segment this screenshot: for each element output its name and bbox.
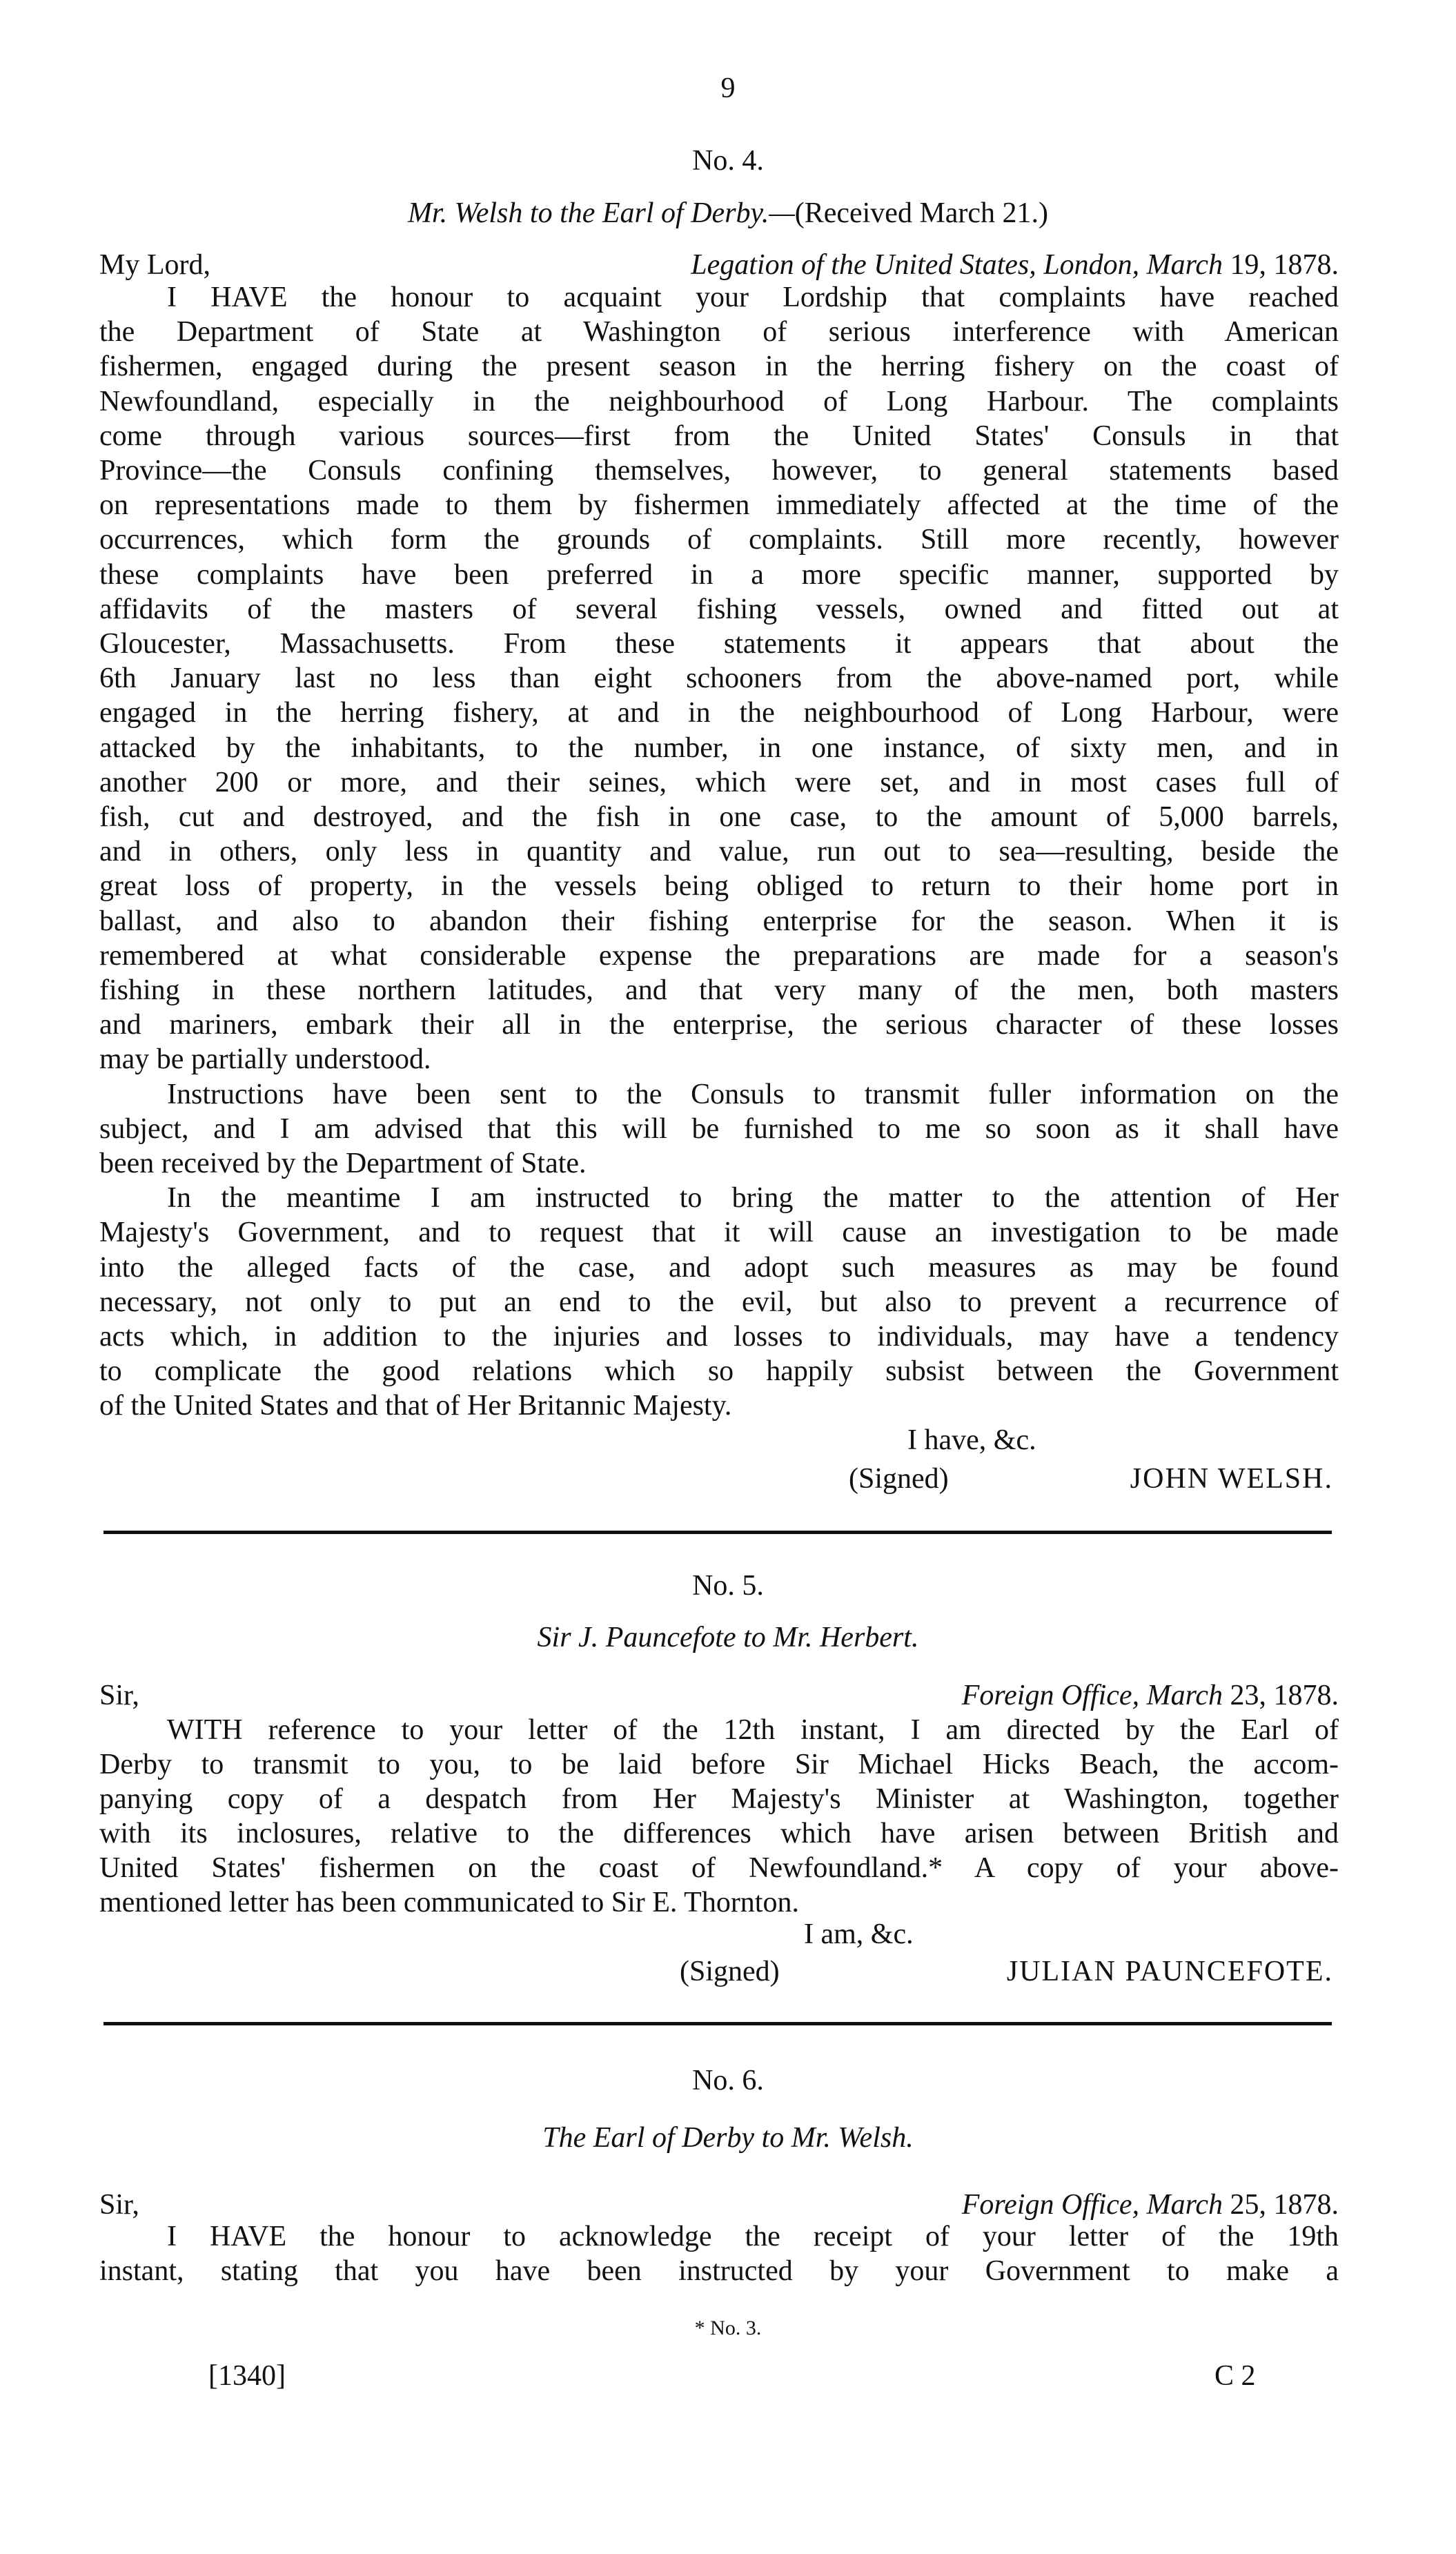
body-line: Instructions have been sent to the Consuls to transmit fuller information on the (167, 1078, 1339, 1110)
footnote: * No. 3. (694, 2317, 762, 2339)
doc4-salutation: My Lord, (99, 249, 210, 281)
doc4-signed: (Signed) (849, 1463, 949, 1495)
body-line: engaged in the herring fishery, at and in the neighbourhood of Long Harbour, were (99, 697, 1339, 729)
doc4-dateline-date: 19, 1878. (1223, 249, 1339, 281)
body-line: to complicate the good relations which so happily subsist between the Government (99, 1355, 1339, 1388)
body-line: mentioned letter has been communicated to Sir E. Thornton. (99, 1887, 799, 1918)
body-line: Majesty's Government, and to request that it will cause an investigation to be made (99, 1217, 1339, 1249)
doc5-heading: No. 5. (692, 1570, 764, 1602)
body-line: with its inclosures, relative to the differences which have arisen between British and (99, 1818, 1339, 1849)
body-line: into the alleged facts of the case, and adopt such measures as may be found (99, 1251, 1339, 1284)
body-line: In the meantime I am instructed to bring the matter to the attention of Her (167, 1182, 1339, 1215)
body-line: Newfoundland, especially in the neighbourhood of Long Harbour. The complaints (99, 385, 1339, 418)
body-line: on representations made to them by fishermen immediately affected at the time of the (99, 489, 1339, 522)
body-line: come through various sources—first from the United States' Consuls in that (99, 420, 1339, 452)
doc5-dateline-date: 23, 1878. (1223, 1680, 1339, 1711)
body-line: Derby to transmit to you, to be laid before Sir Michael Hicks Beach, the accom- (99, 1749, 1339, 1780)
doc5-dateline (962, 1678, 1339, 1713)
body-line: United States' fishermen on the coast of Newfoundland.* A copy of your above- (99, 1852, 1339, 1884)
divider-rule (104, 1531, 1332, 1534)
body-line: been received by the Department of State. (99, 1148, 587, 1179)
body-line: another 200 or more, and their seines, which were set, and in most cases full of (99, 766, 1339, 798)
doc4-dateline-place: Legation of the United States, London, March (691, 249, 1223, 281)
body-line: panying copy of a despatch from Her Majesty's Minister at Washington, together (99, 1783, 1339, 1815)
body-line: I HAVE the honour to acknowledge the receipt of your letter of the 19th (167, 2221, 1339, 2252)
body-line: instant, stating that you have been instructed by your Government to make a (99, 2255, 1339, 2287)
body-line: and in others, only less in quantity and value, run out to sea—resulting, beside the (99, 836, 1339, 868)
doc4-heading: No. 4. (692, 145, 764, 177)
body-line: Province—the Consuls confining themselves, however, to general statements based (99, 455, 1339, 487)
body-line: of the United States and that of Her Britannic Majesty. (99, 1390, 732, 1422)
body-line: ballast, and also to abandon their fishing enterprise for the season. When it is (99, 905, 1339, 937)
doc4-subheading-received: (Received March 21.) (794, 197, 1049, 229)
body-line: these complaints have been preferred in a more specific manner, supported by (99, 558, 1339, 591)
body-line: subject, and I am advised that this will be furnished to me so soon as it shall have (99, 1112, 1339, 1145)
body-line: may be partially understood. (99, 1043, 431, 1076)
doc6-dateline-date: 25, 1878. (1223, 2189, 1339, 2221)
doc6-dateline (962, 2188, 1339, 2222)
body-line: affidavits of the masters of several fishing vessels, owned and fitted out at (99, 593, 1339, 625)
doc5-salutation: Sir, (99, 1680, 139, 1711)
body-line: fishermen, engaged during the present season in the herring fishery on the coast of (99, 351, 1339, 383)
body-line: fish, cut and destroyed, and the fish in one case, to the amount of 5,000 barrels, (99, 801, 1339, 833)
doc5-closing: I am, &c. (804, 1918, 914, 1950)
body-line: remembered at what considerable expense the preparations are made for a season's (99, 939, 1339, 972)
doc6-heading: No. 6. (692, 2065, 764, 2096)
doc5-signed: (Signed) (680, 1956, 780, 1987)
doc6-salutation: Sir, (99, 2189, 139, 2221)
body-line: acts which, in addition to the injuries and losses to individuals, may have a tendency (99, 1321, 1339, 1353)
doc4-dateline (691, 248, 1339, 282)
body-line: occurrences, which form the grounds of complaints. Still more recently, however (99, 524, 1339, 556)
body-line: fishing in these northern latitudes, and that very many of the men, both masters (99, 974, 1339, 1006)
doc4-subheading-title: Mr. Welsh to the Earl of Derby.— (407, 197, 795, 229)
divider-rule (104, 2022, 1332, 2025)
body-line: 6th January last no less than eight schooners from the above-named port, while (99, 662, 1339, 695)
page-number: 9 (720, 72, 736, 104)
doc5-signer: JULIAN PAUNCEFOTE. (1006, 1956, 1333, 1987)
footer-signature-mark: [1340] (208, 2360, 286, 2392)
doc6-dateline-place: Foreign Office, March (961, 2189, 1223, 2221)
doc5-subheading: Sir J. Pauncefote to Mr. Herbert. (537, 1622, 919, 1653)
doc5-dateline-place: Foreign Office, March (961, 1680, 1223, 1711)
body-line: and mariners, embark their all in the enterprise, the serious character of these losses (99, 1009, 1339, 1041)
body-line: necessary, not only to put an end to the evil, but also to prevent a recurrence of (99, 1286, 1339, 1318)
doc4-subheading (0, 196, 1456, 230)
doc4-signer: JOHN WELSH. (1130, 1463, 1333, 1495)
body-line: Gloucester, Massachusetts. From these statements it appears that about the (99, 628, 1339, 660)
body-line: I HAVE the honour to acquaint your Lordship that complaints have reached (167, 282, 1339, 313)
doc4-closing: I have, &c. (907, 1424, 1036, 1456)
footer-gathering-mark: C 2 (1214, 2360, 1256, 2392)
body-line: attacked by the inhabitants, to the number, in one instance, of sixty men, and in (99, 731, 1339, 764)
body-line: WITH reference to your letter of the 12th instant, I am directed by the Earl of (167, 1714, 1339, 1746)
doc6-subheading: The Earl of Derby to Mr. Welsh. (542, 2122, 914, 2154)
body-line: the Department of State at Washington of serious interference with American (99, 316, 1339, 348)
body-line: great loss of property, in the vessels being obliged to return to their home port in (99, 870, 1339, 903)
